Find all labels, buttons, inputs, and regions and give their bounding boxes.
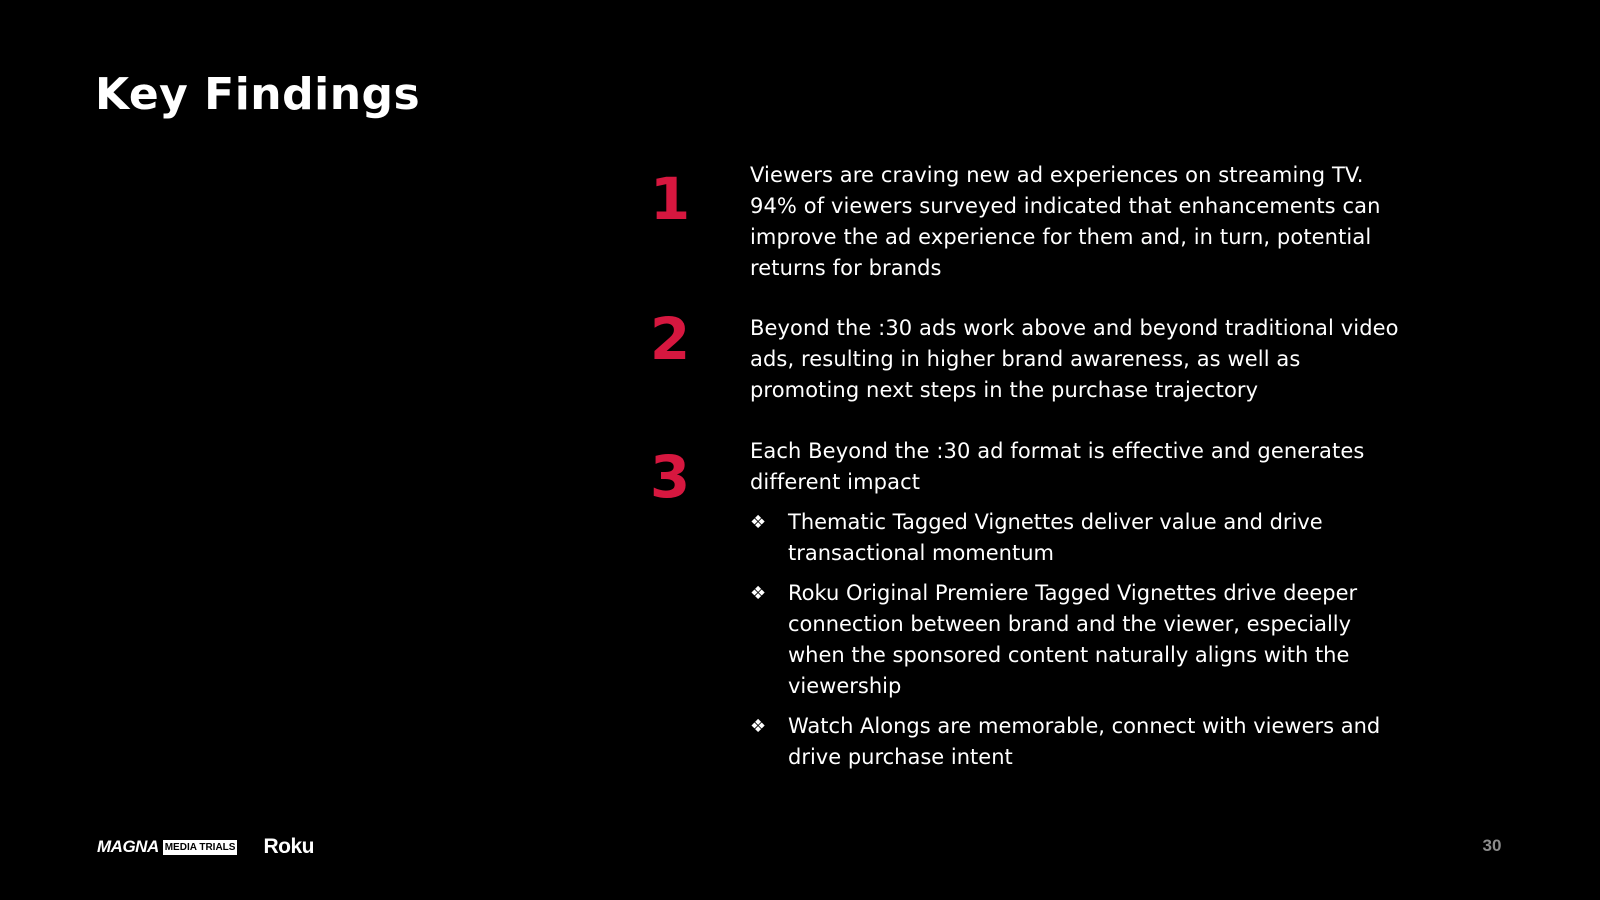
bullet-item <box>750 578 1410 702</box>
finding-text: Viewers are craving new ad experiences on streaming TV. 94% of viewers surveyed indicated that enhancements can improve the ad experience for them and, in turn, potential returns for brands <box>750 163 1381 280</box>
bullet-text: Roku Original Premiere Tagged Vignettes drive deeper connection between brand and the viewer, especially when the sponsored content naturally aligns with the viewership <box>788 581 1358 698</box>
bullet-text: Thematic Tagged Vignettes deliver value and drive transactional momentum <box>788 510 1323 565</box>
bullet-item <box>750 507 1410 569</box>
finding-3 <box>640 436 1410 782</box>
finding-3-bullet-list <box>750 507 1410 773</box>
finding-number: 3 <box>649 443 691 511</box>
bullet-item <box>750 711 1410 773</box>
footer-logos <box>97 835 314 859</box>
finding-number: 2 <box>649 305 691 373</box>
roku-logo: Roku <box>263 835 314 858</box>
bullet-text: Watch Alongs are memorable, connect with viewers and drive purchase intent <box>788 714 1381 769</box>
diamond-bullet-icon: ❖ <box>750 583 767 604</box>
page-number: 30 <box>1482 836 1502 855</box>
finding-number: 1 <box>649 165 691 233</box>
finding-2 <box>640 305 1410 406</box>
magna-logo: MAGNA <box>97 837 159 856</box>
finding-text: Beyond the :30 ads work above and beyond traditional video ads, resulting in higher brand awareness, as well as promoting next steps in the purchase trajectory <box>750 316 1399 402</box>
diamond-bullet-icon: ❖ <box>750 716 767 737</box>
finding-1 <box>640 160 1410 284</box>
diamond-bullet-icon: ❖ <box>750 512 767 533</box>
finding-text: Each Beyond the :30 ad format is effective and generates different impact <box>750 439 1365 494</box>
media-trials-logo: MEDIA TRIALS <box>164 841 236 853</box>
slide-title: Key Findings <box>95 69 421 120</box>
